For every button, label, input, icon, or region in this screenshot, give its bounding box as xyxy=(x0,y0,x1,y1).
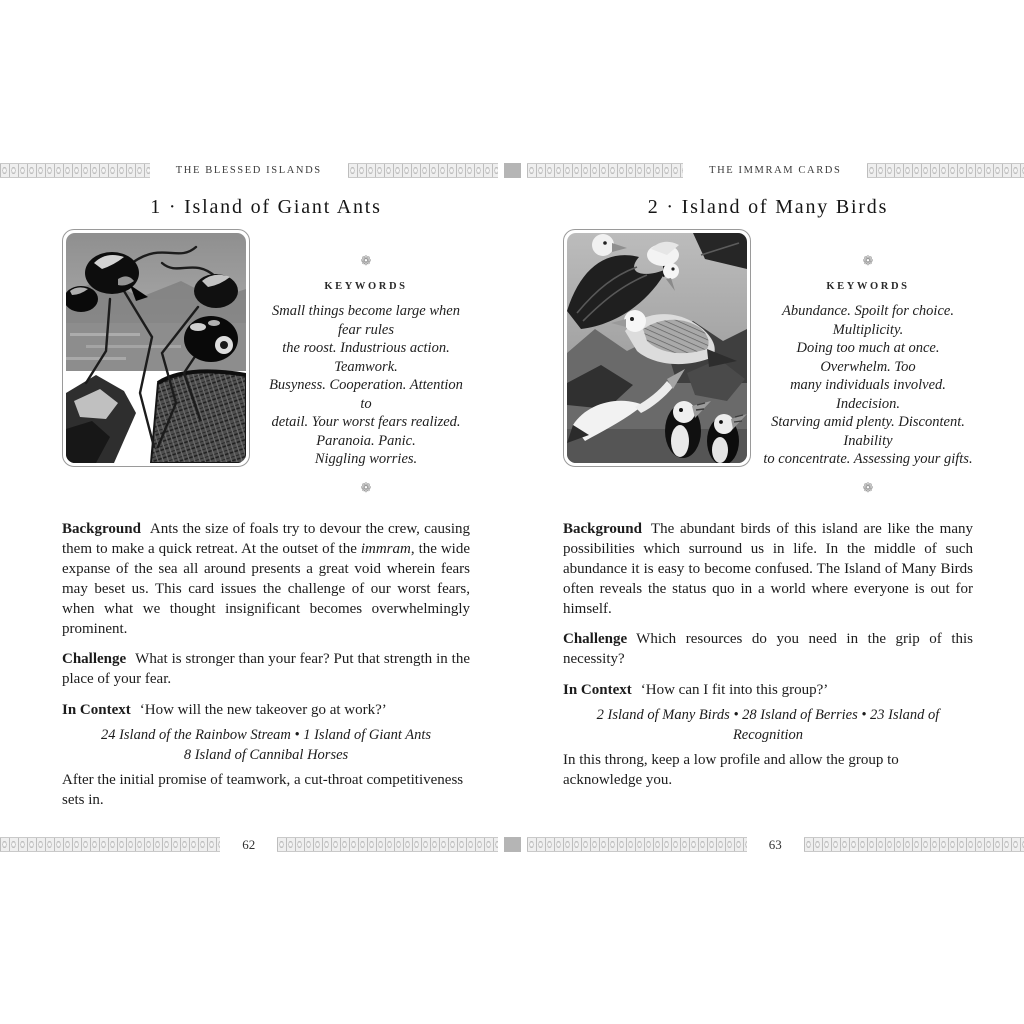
ornamental-border-strip xyxy=(0,163,150,178)
keyword-line: detail. Your worst fears realized. xyxy=(271,414,461,430)
gutter-ornament-block xyxy=(504,163,521,178)
ornamental-border-strip xyxy=(277,837,497,852)
ornamental-border-strip xyxy=(804,837,1024,852)
card-reference-line: 2 Island of Many Birds • 28 Island of Berries • 23 Island of Recognition xyxy=(596,706,940,743)
challenge-label: Challenge xyxy=(62,650,127,667)
background-label: Background xyxy=(563,520,642,537)
top-border-band xyxy=(0,162,1024,179)
page-number-left: 62 xyxy=(242,836,256,852)
page-number-right: 63 xyxy=(768,836,782,852)
background-text: The abundant birds of this island are like the many possibilities which surround us in life. In the middle of such abundance it is easy to become confused. The Island of Many Birds often reveals the status quo in a world where everyone is out for himself. xyxy=(563,520,973,617)
top-band-left-half xyxy=(0,163,498,178)
background-text: Ants the size of foals try to devour the crew, causing them to make a quick retreat. At the outset of the xyxy=(62,520,470,557)
keywords-block-left xyxy=(250,229,470,495)
incontext-question: ‘How will the new takeover go at work?’ xyxy=(139,701,387,718)
card-row-right xyxy=(563,229,973,495)
page-left xyxy=(62,197,470,810)
keyword-line: Small things become large when fear rules xyxy=(272,303,460,338)
card-title-left: 1 · Island of Giant Ants xyxy=(150,196,382,218)
bottom-band-left-half xyxy=(0,837,498,853)
keyword-line: to concentrate. Assessing your gifts. xyxy=(763,451,973,467)
keywords-heading: KEYWORDS xyxy=(826,281,910,292)
incontext-question: ‘How can I fit into this group?’ xyxy=(640,681,829,698)
card-image-frame-right xyxy=(563,229,751,467)
gutter-ornament-block xyxy=(504,837,521,852)
keywords-heading: KEYWORDS xyxy=(324,281,408,292)
keyword-line: Starving amid plenty. Discontent. Inability xyxy=(771,414,965,449)
giant-ants-illustration xyxy=(66,233,246,463)
ornamental-border-strip xyxy=(527,163,684,178)
keyword-line: Doing too much at once. Overwhelm. Too xyxy=(796,340,940,375)
challenge-paragraph-right xyxy=(563,629,973,669)
challenge-label: Challenge xyxy=(563,630,628,647)
ornamental-border-strip xyxy=(0,837,220,852)
keyword-line: Niggling worries. xyxy=(314,451,418,467)
keyword-line: the roost. Industrious action. Teamwork. xyxy=(282,340,450,375)
incontext-paragraph-left xyxy=(62,700,470,720)
keyword-line: Paranoia. Panic. xyxy=(316,432,416,449)
keywords-block-right xyxy=(751,229,973,495)
bottom-band-right-half xyxy=(527,837,1024,853)
card-reference-line: 24 Island of the Rainbow Stream • 1 Island of Giant Ants xyxy=(100,726,432,743)
rosette-icon: ❁ xyxy=(360,479,372,495)
keyword-line: Abundance. Spoilt for choice. Multiplicity. xyxy=(782,303,954,338)
rosette-icon: ❁ xyxy=(862,479,874,495)
card-image-frame-left xyxy=(62,229,250,467)
keyword-line: many individuals involved. Indecision. xyxy=(790,377,946,412)
card-references-right xyxy=(563,705,973,745)
running-header-left: THE BLESSED ISLANDS xyxy=(175,165,322,176)
background-italic-term: immram xyxy=(360,540,411,557)
top-band-right-half xyxy=(527,163,1024,178)
many-birds-illustration xyxy=(567,233,747,463)
card-references-left xyxy=(62,725,470,765)
incontext-label: In Context xyxy=(563,681,632,698)
incontext-label: In Context xyxy=(62,701,131,718)
challenge-text: Which resources do you need in the grip of this necessity? xyxy=(563,630,973,667)
rosette-icon: ❁ xyxy=(360,253,372,268)
ornamental-border-strip xyxy=(348,163,498,178)
rosette-icon: ❁ xyxy=(862,253,874,268)
background-label: Background xyxy=(62,520,141,537)
background-paragraph-right xyxy=(563,519,973,619)
incontext-paragraph-right xyxy=(563,680,973,700)
keyword-line: Busyness. Cooperation. Attention to xyxy=(269,377,463,412)
background-text: , the wide expanse of the sea all around presents a great void wherein fears may beset us. This card issues the challenge of our worst fears, when what we thought insignificant becomes overwhelmingly prominent. xyxy=(62,540,471,637)
challenge-text: What is stronger than your fear? Put that strength in the place of your fear. xyxy=(62,650,470,687)
card-title-right: 2 · Island of Many Birds xyxy=(647,196,889,218)
bottom-border-band xyxy=(0,836,1024,853)
ornamental-border-strip xyxy=(527,837,747,852)
card-row-left xyxy=(62,229,470,495)
background-paragraph-left xyxy=(62,519,470,639)
challenge-paragraph-left xyxy=(62,649,470,689)
running-header-right: THE IMMRAM CARDS xyxy=(709,165,842,176)
ornamental-border-strip xyxy=(867,163,1024,178)
closing-line-right: In this throng, keep a low profile and allow the group to acknowledge you. xyxy=(563,751,899,788)
page-right xyxy=(563,197,973,790)
closing-line-left: After the initial promise of teamwork, a cut-throat competitiveness sets in. xyxy=(62,771,464,808)
card-reference-line: 8 Island of Cannibal Horses xyxy=(183,746,349,763)
